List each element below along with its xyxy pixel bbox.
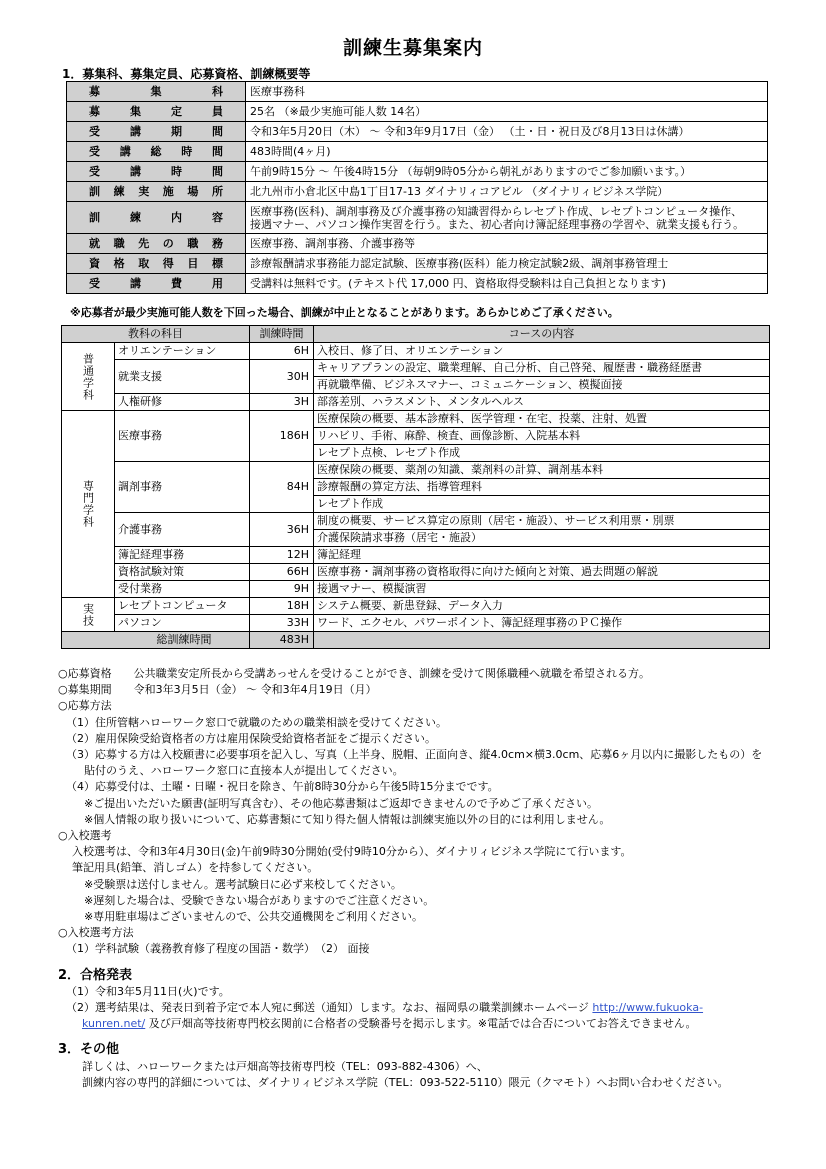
- selection-note-3: ※専用駐車場はございませんので、公共交通機関をご利用ください。: [84, 910, 423, 924]
- curriculum-row: [62, 360, 770, 377]
- subject-hours: 186H: [250, 411, 314, 462]
- curriculum-row: [62, 462, 770, 479]
- curriculum-row: [62, 411, 770, 428]
- info-row: [67, 202, 768, 234]
- info-value: [246, 142, 768, 162]
- period-text: ○募集期間 令和3年3月5日（金） ～ 令和3年4月19日（月）: [58, 683, 377, 697]
- info-value-line: 医療事務(医科)、調剤事務及び介護事務の知識習得からレセプト作成、レセプトコンピュータ操作、: [250, 204, 743, 218]
- section-2-heading: 2．合格発表: [58, 967, 133, 983]
- subject-name: オリエンテーション: [115, 343, 250, 360]
- curriculum-row: [62, 394, 770, 411]
- total-label: 総訓練時間: [62, 632, 250, 649]
- content-line: 医療保険の概要、薬剤の知識、薬剤料の計算、調剤基本料: [314, 462, 770, 479]
- subject-hours: 84H: [250, 462, 314, 513]
- info-value: [246, 162, 768, 182]
- curriculum-row: [62, 343, 770, 360]
- info-value-line: 483時間(4ヶ月): [250, 145, 331, 158]
- info-row: [67, 234, 768, 254]
- subject-name: 介護事務: [115, 513, 250, 547]
- method-heading: ○応募方法: [58, 699, 112, 713]
- info-label: 受講総時間: [67, 142, 246, 162]
- total-empty: [314, 632, 770, 649]
- info-label: 受講費用: [67, 274, 246, 294]
- info-value-line: 受講料は無料です。(テキスト代 17,000 円、資格取得受験料は自己負担となります): [250, 277, 666, 290]
- subject-name: 就業支援: [115, 360, 250, 394]
- info-value: [246, 254, 768, 274]
- fukuoka-kunren-link-cont[interactable]: kunren.net/: [82, 1017, 146, 1031]
- qualification-text: ○応募資格 公共職業安定所長から受講あっせんを受けることができ、訓練を受けて関係職種へ就職を希望される方。: [58, 667, 651, 680]
- subject-hours: 3H: [250, 394, 314, 411]
- cancellation-note: ※応募者が最少実施可能人数を下回った場合、訓練が中止となることがあります。あらかじめご了承ください。: [70, 306, 619, 319]
- curriculum-table: [61, 325, 770, 649]
- info-label: 訓練実施場所: [67, 182, 246, 202]
- selection-note-1: ※受験票は送付しません。選考試験日に必ず来校してください。: [84, 877, 402, 891]
- method-item-3: （3）応募する方は入校願書に必要事項を記入し、写真（上半身、脱帽、正面向き、縦4.0cm×横3.0cm、応募6ヶ月以内に撮影したもの）を: [66, 748, 763, 762]
- selection-method-item: （1）学科試験（義務教育修了程度の国語・数学） （2） 面接: [66, 942, 370, 956]
- content-line: 介護保険請求事務（居宅・施設）: [314, 530, 770, 547]
- info-value-line: 接遇マナー、パソコン操作実習を行う。また、初心者向け簿記経理事務の学習や、就業支援も行う。: [250, 217, 745, 231]
- info-label: 募集定員: [67, 102, 246, 122]
- info-row: [67, 162, 768, 182]
- content-line: 再就職準備、ビジネスマナー、コミュニケーション、模擬面接: [314, 377, 770, 394]
- curriculum-row: [62, 581, 770, 598]
- info-value-line: 25名 （※最少実施可能人数 14名）: [250, 105, 427, 118]
- info-row: [67, 254, 768, 274]
- content-line: レセプト作成: [314, 496, 770, 513]
- info-value: [246, 202, 768, 234]
- subject-name: パソコン: [115, 615, 250, 632]
- application-details: [58, 666, 798, 1091]
- announce-item-2-cont: kunren.net/ 及び戸畑高等技術専門校玄関前に合格者の受験番号を掲示します。※電話では合否についてお答えできません。: [82, 1017, 697, 1031]
- group-label: 実技: [62, 598, 115, 632]
- subject-hours: 36H: [250, 513, 314, 547]
- info-value: [246, 182, 768, 202]
- info-value: [246, 234, 768, 254]
- info-label: 受講期間: [67, 122, 246, 142]
- curriculum-row: [62, 547, 770, 564]
- method-item-4: （4）応募受付は、土曜・日曜・祝日を除き、午前8時30分から午後5時15分までです。: [66, 780, 499, 794]
- subject-hours: 30H: [250, 360, 314, 394]
- subject-name: 資格試験対策: [115, 564, 250, 581]
- header-content: コースの内容: [314, 326, 770, 343]
- section-1-heading: 1．募集科、募集定員、応募資格、訓練概要等: [62, 67, 311, 81]
- selection-text-2: 筆記用具(鉛筆、消しゴム）を持参してください。: [72, 861, 319, 875]
- info-label: 就職先の職務: [67, 234, 246, 254]
- info-row: [67, 122, 768, 142]
- content-line: 医療事務・調剤事務の資格取得に向けた傾向と対策、過去問題の解説: [314, 564, 770, 581]
- recruitment-info-table: [66, 81, 768, 294]
- info-label: 資格取得目標: [67, 254, 246, 274]
- selection-method-heading: ○入校選考方法: [58, 926, 134, 940]
- content-line: 医療保険の概要、基本診療料、医学管理・在宅、投薬、注射、処置: [314, 411, 770, 428]
- content-line: 診療報酬の算定方法、指導管理料: [314, 479, 770, 496]
- group-label: 普通学科: [62, 343, 115, 411]
- announce-item-1: （1）令和3年5月11日(火)です。: [66, 984, 230, 998]
- subject-hours: 6H: [250, 343, 314, 360]
- method-item-1: （1）住所管轄ハローワーク窓口で就職のための職業相談を受けてください。: [66, 715, 447, 729]
- curriculum-row: [62, 513, 770, 530]
- selection-text-1: 入校選考は、令和3年4月30日(金)午前9時30分開始(受付9時10分から）、ダイナリィビジネス学院にて行います。: [72, 845, 632, 859]
- section-3-heading: 3．その他: [58, 1042, 120, 1058]
- subject-hours: 12H: [250, 547, 314, 564]
- info-value: [246, 82, 768, 102]
- info-value-line: 診療報酬請求事務能力認定試験、医療事務(医科）能力検定試験2級、調剤事務管理士: [250, 257, 669, 270]
- info-row: [67, 182, 768, 202]
- info-value: [246, 274, 768, 294]
- subject-name: 簿記経理事務: [115, 547, 250, 564]
- curriculum-row: [62, 564, 770, 581]
- info-label: 受講時間: [67, 162, 246, 182]
- method-note-2: ※個人情報の取り扱いについて、応募書類にて知り得た個人情報は訓練実施以外の目的には利用しません。: [84, 812, 611, 826]
- method-item-2: （2）雇用保険受給資格者の方は雇用保険受給資格者証をご提示ください。: [66, 731, 436, 745]
- subject-hours: 66H: [250, 564, 314, 581]
- subject-name: 医療事務: [115, 411, 250, 462]
- info-value-line: 北九州市小倉北区中島1丁目17-13 ダイナリィコアビル （ダイナリィビジネス学院）: [250, 185, 669, 198]
- info-row: [67, 102, 768, 122]
- content-line: 簿記経理: [314, 547, 770, 564]
- subject-name: レセプトコンピュータ: [115, 598, 250, 615]
- subject-name: 受付業務: [115, 581, 250, 598]
- curriculum-header-row: [62, 326, 770, 343]
- curriculum-row: [62, 598, 770, 615]
- method-note-1: ※ご提出いただいた願書(証明写真含む）、その他応募書類はご返却できませんので予めご了承ください。: [84, 796, 599, 810]
- info-value-line: 医療事務、調剤事務、介護事務等: [250, 237, 415, 250]
- group-label: 専門学科: [62, 411, 115, 598]
- info-row: [67, 142, 768, 162]
- info-label: 募 集 科: [67, 82, 246, 102]
- info-row: [67, 274, 768, 294]
- info-label: 訓練内容: [67, 202, 246, 234]
- total-hours: 483H: [250, 632, 314, 649]
- content-line: 制度の概要、サービス算定の原則（居宅・施設）、サービス利用票・別票: [314, 513, 770, 530]
- subject-name: 調剤事務: [115, 462, 250, 513]
- content-line: レセプト点検、レセプト作成: [314, 445, 770, 462]
- content-line: ワード、エクセル、パワーポイント、簿記経理事務のＰＣ操作: [314, 615, 770, 632]
- info-value: [246, 102, 768, 122]
- contact-line-2: 訓練内容の専門的詳細については、ダイナリィビジネス学院（TEL：093-522-5110）隈元（クマモト）へお問い合わせください。: [82, 1075, 729, 1089]
- contact-line-1: 詳しくは、ハローワークまたは戸畑高等技術専門校（TEL：093-882-4306）へ、: [82, 1059, 488, 1073]
- info-value-line: 医療事務科: [250, 85, 305, 98]
- subject-hours: 33H: [250, 615, 314, 632]
- info-value: [246, 122, 768, 142]
- curriculum-row: [62, 615, 770, 632]
- header-subject: 教科の科目: [62, 326, 250, 343]
- content-line: キャリアプランの設定、職業理解、自己分析、自己啓発、履歴書・職務経歴書: [314, 360, 770, 377]
- subject-name: 人権研修: [115, 394, 250, 411]
- selection-heading: ○入校選考: [58, 829, 112, 843]
- content-line: システム概要、新患登録、データ入力: [314, 598, 770, 615]
- info-value-line: 令和3年5月20日（木） ～ 令和3年9月17日（金） （土・日・祝日及び8月13日は休講）: [250, 125, 690, 138]
- content-line: 接遇マナー、模擬演習: [314, 581, 770, 598]
- content-line: 入校日、修了日、オリエンテーション: [314, 343, 770, 360]
- header-hours: 訓練時間: [250, 326, 314, 343]
- content-line: 部落差別、ハラスメント、メンタルヘルス: [314, 394, 770, 411]
- info-row: [67, 82, 768, 102]
- curriculum-total-row: [62, 632, 770, 649]
- content-line: リハビリ、手術、麻酔、検査、画像診断、入院基本料: [314, 428, 770, 445]
- subject-hours: 18H: [250, 598, 314, 615]
- fukuoka-kunren-link[interactable]: http://www.fukuoka-: [592, 1001, 704, 1015]
- page-title: 訓練生募集案内: [342, 37, 483, 59]
- method-item-3-cont: 貼付のうえ、ハローワーク窓口に直接本人が提出してください。: [84, 764, 404, 778]
- announce-item-2: （2）選考結果は、発表日到着予定で本人宛に郵送（通知）します。なお、福岡県の職業訓練ホームページ http://www.fukuoka-: [66, 1001, 704, 1015]
- selection-note-2: ※遅刻した場合は、受験できない場合がありますのでご注意ください。: [84, 893, 435, 907]
- info-value-line: 午前9時15分 ～ 午後4時15分 （毎朝9時05分から朝礼がありますのでご参加願います。）: [250, 165, 692, 178]
- subject-hours: 9H: [250, 581, 314, 598]
